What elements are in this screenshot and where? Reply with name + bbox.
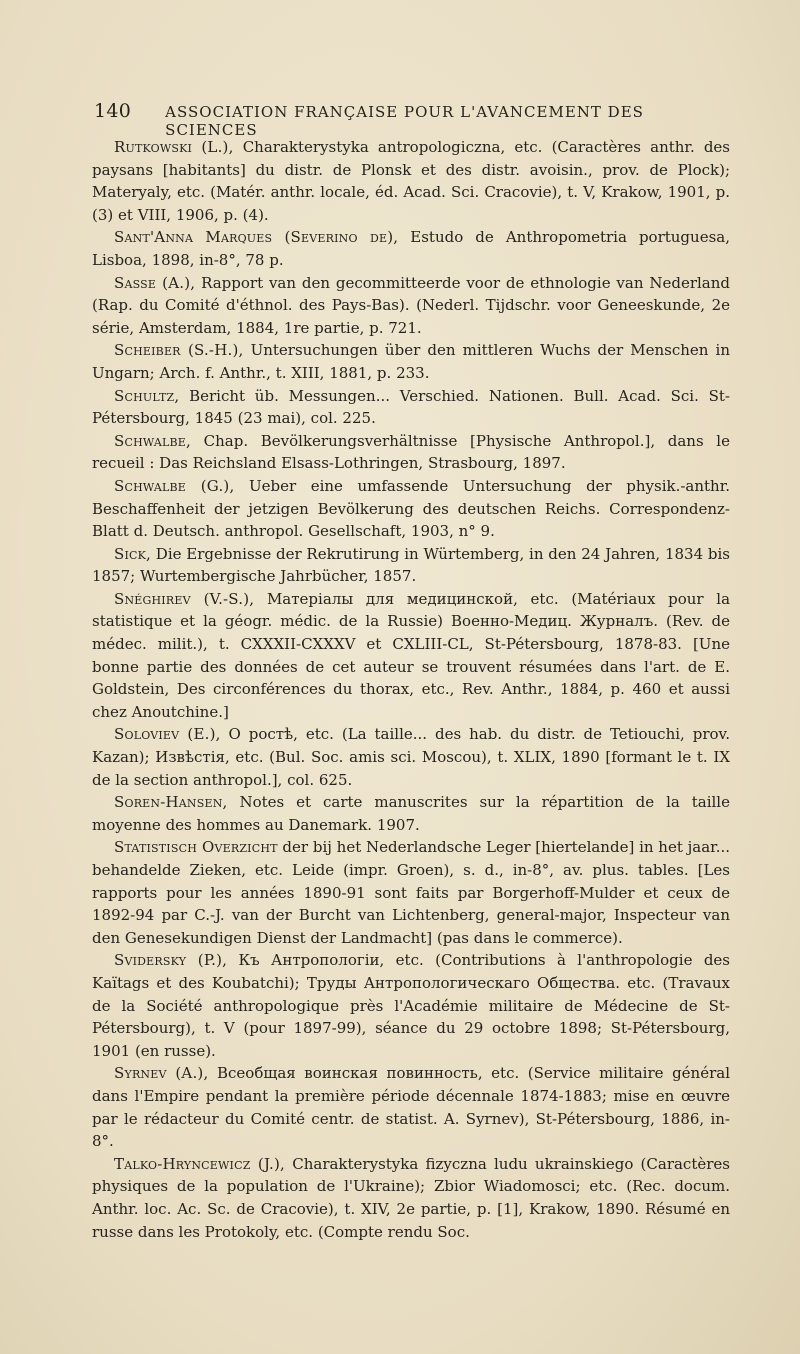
entry-author: Schwalbe (G.), [114,476,235,495]
running-title: ASSOCIATION FRANÇAISE POUR L'AVANCEMENT DES SCIENCES [165,103,644,139]
bibliography-entry [92,385,730,430]
page-header [94,100,734,139]
entry-text: der bij het Nederlandsche Leger [hiertelande] in het jaar... behandelde Zieken, etc. Leide (impr. Groen), s. d., in-8°, av. plus. tables. [Les rapports pour les années 1890-91 sont faits par Borgerhoff-Mulder et ceux de 1892-94 par C.-J. van der Burcht van Lichtenberg, general-major, Inspecteur van den Genesekundigen Dienst der Landmacht] (pas dans le commerce). [92,838,730,947]
entry-author: Scheiber (S.-H.), [114,341,244,360]
entry-author: Statistisch Overzicht [114,838,278,857]
entry-text: Rapport van den gecommitteerde voor de ethnologie van Nederland (Rap. du Comité d'éthnol. des Pays-Bas). (Nederl. Tijdschr. voor Geneeskunde, 2e série, Amsterdam, 1884, 1re partie, p. 721. [92,273,730,337]
entry-author: Svidersky (P.), [114,951,228,970]
entry-author: Sick, [114,544,152,563]
entry-author: Sant'Anna Marques (Severino de), [114,228,399,247]
entry-text: Bericht üb. Messungen... Verschied. Nationen. Bull. Acad. Sci. St-Pétersbourg, 1845 (23 mai), col. 225. [92,386,730,428]
bibliography-entry [92,949,730,1062]
entry-text: Ueber eine umfassende Untersuchung der physik.-anthr. Beschaffenheit der jetzigen Bevölkerung des deutschen Reichs. Correspondenz-Blatt d. Deutsch. anthropol. Gesellschaft, 1903, n° 9. [92,476,731,541]
entry-text: Estudo de Anthropometria portuguesa, Lisboa, 1898, in-8°, 78 p. [92,228,730,269]
bibliography-list [92,136,730,1243]
entry-text: Untersuchungen über den mittleren Wuchs der Menschen in Ungarn; Arch. f. Anthr., t. XIII, 1881, p. 233. [92,341,731,382]
entry-author: Soloviev (E.), [114,725,221,744]
entry-text: Charakterystyka antropologiczna, etc. (Caractères anthr. des paysans [habitants] du distr. de Plonsk et des distr. avoisin., prov. de Plock); Materyaly, etc. (Matér. anthr. locale, éd. Acad. Sci. Cracovie), t. V, Krakow, 1901, p. (3) et VIII, 1906, p. (4). [92,138,731,224]
bibliography-entry [92,136,730,226]
entry-author: Sasse (A.), [114,273,196,292]
entry-author: Talko-Hryncewicz (J.), [114,1154,286,1173]
bibliography-entry [92,272,730,340]
entry-text: Notes et carte manuscrites sur la répartition de la taille moyenne des hommes au Danemark. 1907. [92,793,730,834]
entry-author: Snéghirev (V.-S.), [114,589,255,608]
entry-text: О ростѣ, etc. (La taille... des hab. du distr. de Tetiouchi, prov. Kazan); Извѣстія, etc. (Bul. Soc. amis sci. Moscou), t. XLIX, 1890 [formant le t. IX de la section anthropol.], col. 625. [92,725,730,789]
entry-author: Schultz, [114,386,180,405]
bibliography-entry [92,723,730,791]
bibliography-entry [92,430,730,475]
entry-text: Всеобщая воинская повинность, etc. (Service militaire général dans l'Empire pendant la première période décennale 1874-1883; mise en œuvre par le rédacteur du Comité centr. de statist. A. Syrnev), St-Pétersbourg, 1886, in-8°. [92,1064,730,1151]
bibliography-entry [92,226,730,271]
bibliography-entry [92,339,730,384]
bibliography-entry [92,543,730,588]
entry-author: Schwalbe, [114,431,191,450]
entry-text: Къ Антропологіи, etc. (Contributions à l'anthropologie des Kaïtags et des Koubatchi); Труды Антропологическаго Общества. etc. (Travaux de la Société anthropologique près l'Académie militaire de Médecine de St-Pétersbourg), t. V (pour 1897-99), séance du 29 octobre 1898; St-Pétersbourg, 1901 (en russe). [92,951,730,1060]
bibliography-entry [92,588,730,724]
entry-text: Die Ergebnisse der Rekrutirung in Würtemberg, in den 24 Jahren, 1834 bis 1857; Wurtembergische Jahrbücher, 1857. [92,544,730,586]
bibliography-entry [92,1153,730,1243]
entry-author: Soren-Hansen, [114,793,228,812]
entry-text: Chap. Bevölkerungsverhältnisse [Physische Anthropol.], dans le recueil : Das Reichsland Elsass-Lothringen, Strasbourg, 1897. [92,431,730,473]
bibliography-entry [92,1062,730,1152]
entry-text: Матеріалы для медицинской, etc. (Matériaux pour la statistique et la géogr. médic. de la Russie) Военно-Медиц. Журналъ. (Rev. de médec. milit.), t. CXXXII-CXXXV et CXLIII-CL, St-Pétersbourg, 1878-83. [Une bonne partie des données de cet auteur se trouvent résumées dans l'art. de E. Goldstein, Des circonférences du thorax, etc., Rev. Anthr., 1884, p. 460 et aussi chez Anoutchine.] [92,589,731,721]
bibliography-entry [92,475,730,543]
entry-author: Rutkowski (L.), [114,138,234,156]
bibliography-entry [92,836,730,949]
entry-author: Syrnev (A.), [114,1064,209,1083]
page-number: 140 [94,100,132,122]
entry-text: Charakterystyka fizyczna ludu ukrainskiego (Caractères physiques de la population de l'Ukraine); Zbior Wiadomosci; etc. (Rec. docum. Anthr. loc. Ac. Sc. de Cracovie), t. XIV, 2e partie, p. [1], Krakow, 1890. Résumé en russe dans les Protokoly, etc. (Compte rendu Soc. [92,1154,730,1241]
bibliography-entry [92,791,730,836]
